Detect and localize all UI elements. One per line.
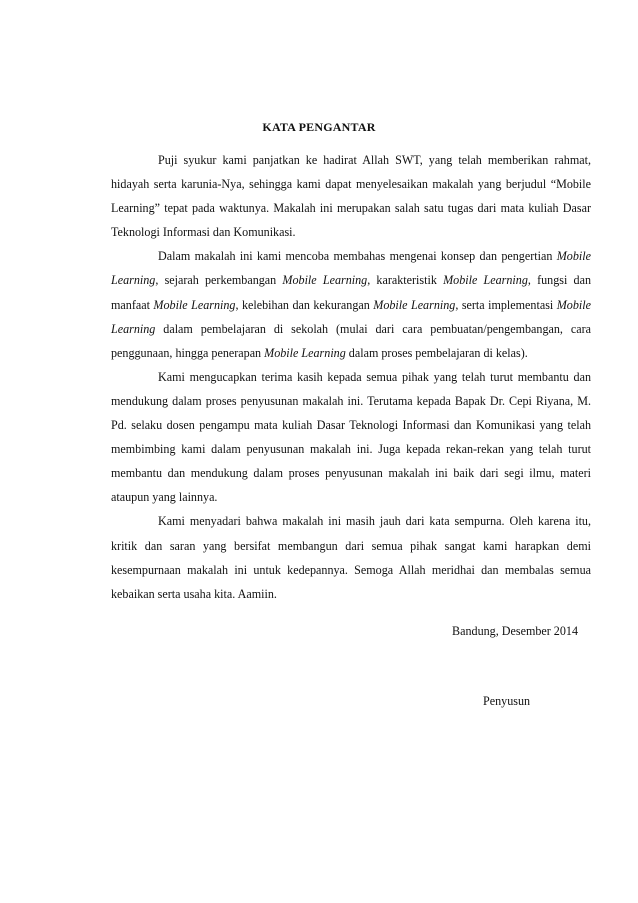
body-text <box>111 148 591 606</box>
italic-term: Mobile Learning <box>443 273 528 288</box>
italic-term: Mobile Learning <box>111 297 591 336</box>
text-run: , kelebihan dan kekurangan <box>235 297 374 312</box>
text-run: Kami menyadari bahwa makalah ini masih jauh dari kata sempurna. Oleh karena itu, kritik dan saran yang bersifat membangun dari semua pihak sangat kami harapkan demi kesempurnaan makalah ini untuk kedepannya. Semoga Allah meridhai dan membalas semua kebaikan serta usaha kita. Aamiin. <box>111 514 591 601</box>
italic-term: Mobile Learning <box>373 297 456 312</box>
text-run: dalam pembelajaran di sekolah (mulai dari cara pembuatan/pengembangan, cara penggunaan, hingga penerapan <box>111 321 591 360</box>
place-date: Bandung, Desember 2014 <box>452 624 578 638</box>
paragraph <box>111 244 591 364</box>
text-run: Puji syukur kami panjatkan ke hadirat Allah SWT, yang telah memberikan rahmat, hidayah serta karunia-Nya, sehingga kami dapat menyelesaikan makalah yang berjudul “Mobile Learning” tepat pada waktunya. Makalah ini merupakan salah satu tugas dari mata kuliah Dasar Teknologi Informasi dan Komunikasi. <box>111 153 591 240</box>
text-run: Kami mengucapkan terima kasih kepada semua pihak yang telah turut membantu dan mendukung dalam proses penyusunan makalah ini. Terutama kepada Bapak Dr. Cepi Riyana, M. Pd. selaku dosen pengampu mata kuliah Dasar Teknologi Informasi dan Komunikasi yang telah membimbing kami dalam penyusunan makalah ini. Juga kepada rekan-rekan yang telah turut membantu dan mendukung dalam proses penyusunan makalah ini baik dari segi ilmu, materi ataupun yang lainnya. <box>111 369 591 505</box>
text-run: , sejarah perkembangan <box>155 273 283 288</box>
italic-term: Mobile Learning <box>282 273 368 288</box>
text-run: , serta implementasi <box>455 297 557 312</box>
italic-term: Mobile Learning <box>264 345 346 360</box>
paragraph <box>111 509 591 605</box>
page-title: KATA PENGANTAR <box>262 120 376 134</box>
text-run: , fungsi dan manfaat <box>111 273 591 312</box>
paragraph <box>111 148 591 244</box>
italic-term: Mobile Learning <box>153 297 236 312</box>
text-run: dalam proses pembelajaran di kelas). <box>345 345 528 360</box>
text-run: Dalam makalah ini kami mencoba membahas mengenai konsep dan pengertian <box>158 249 557 264</box>
italic-term: Mobile Learning <box>111 249 591 288</box>
author-signature: Penyusun <box>483 694 531 708</box>
paragraph <box>111 365 591 510</box>
text-run: , karakteristik <box>367 273 444 288</box>
